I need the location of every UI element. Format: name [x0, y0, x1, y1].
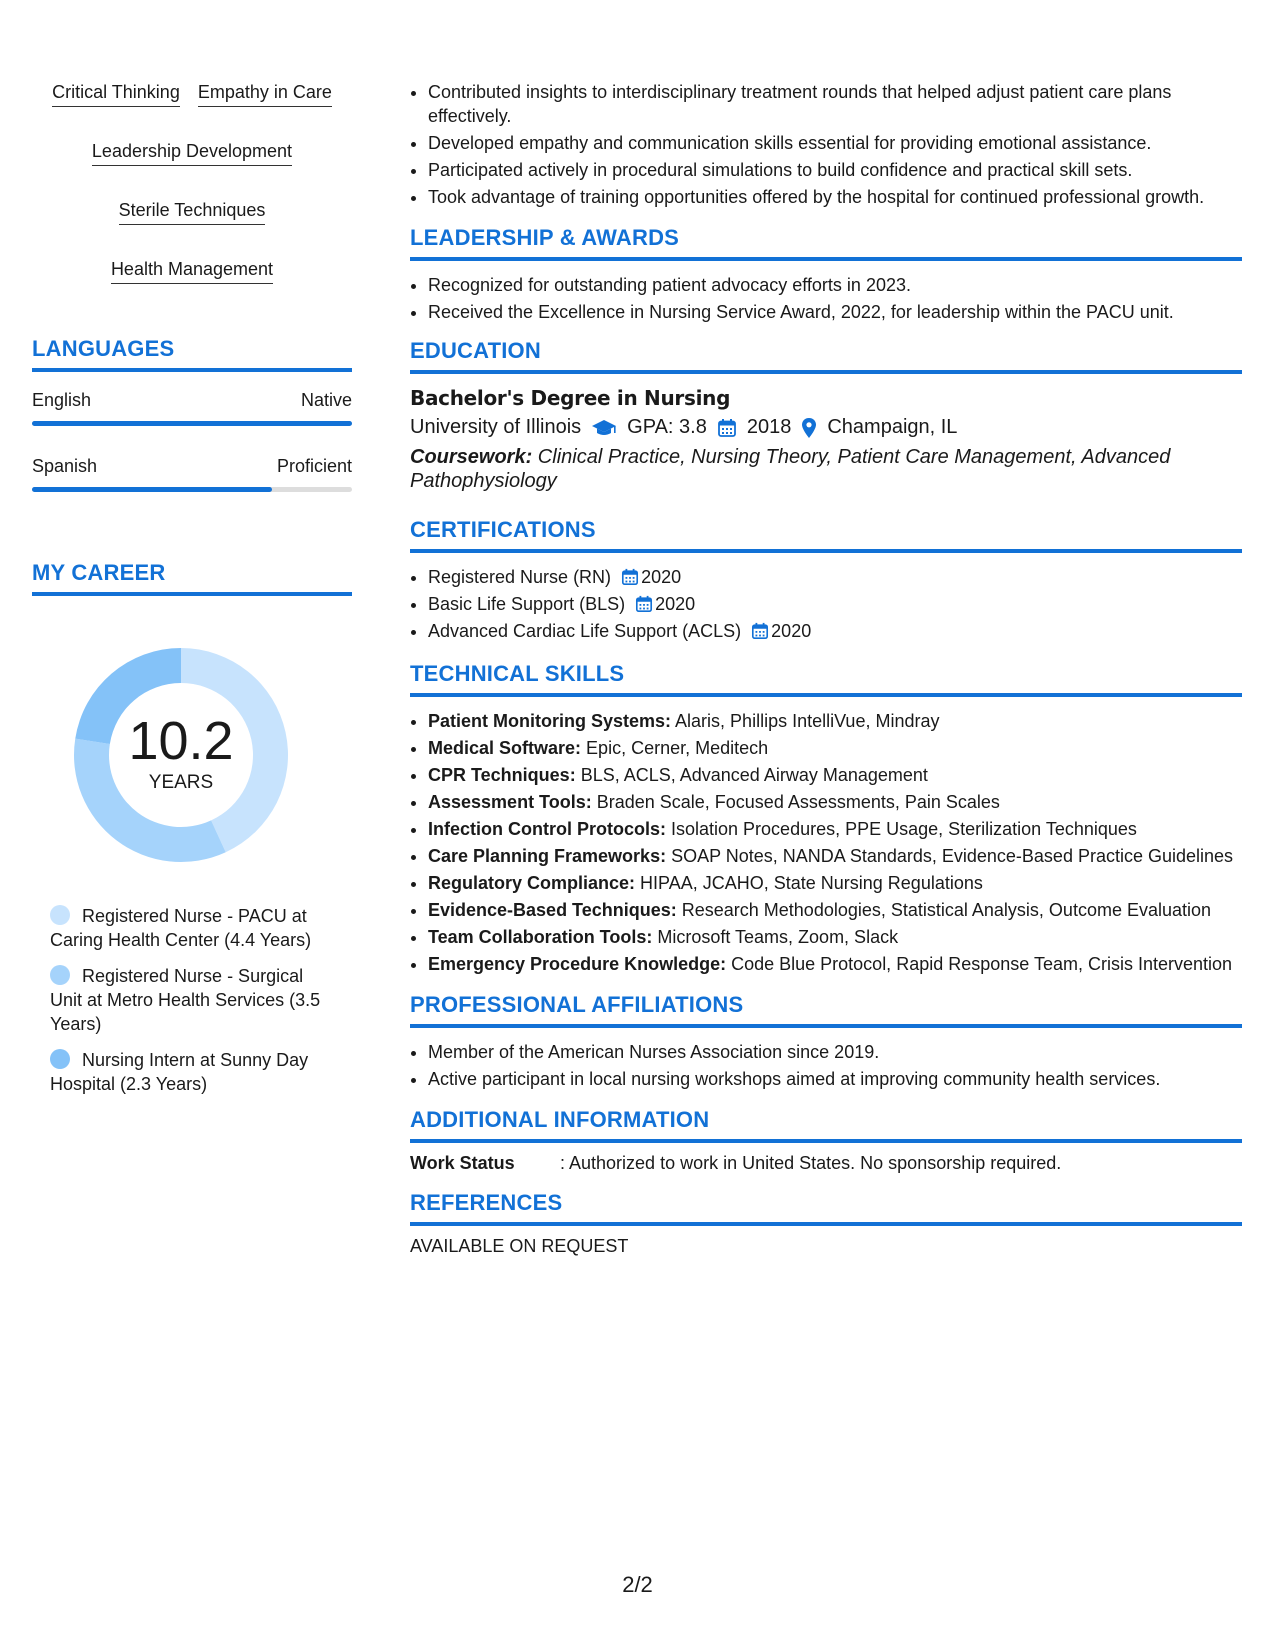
language-level: Native	[300, 390, 352, 410]
certifications-section	[410, 517, 1242, 643]
skill-tag: Leadership Development	[92, 139, 292, 166]
skill-value: BLS, ACLS, Advanced Airway Management	[575, 765, 928, 785]
skill-key: Assessment Tools:	[428, 792, 592, 812]
coursework	[410, 445, 1242, 493]
skill-value: Alaris, Phillips IntelliVue, Mindray	[671, 711, 940, 731]
legend-dot	[50, 965, 70, 985]
coursework-list: Clinical Practice, Nursing Theory, Patient Care Management, Advanced Pathophysiology	[410, 446, 1171, 492]
language-proficiency-fill	[32, 421, 352, 426]
certification-item	[428, 619, 1242, 643]
list-item: • Contributed insights to interdisciplinary treatment rounds that helped adjust patient care plans effectively.	[428, 80, 1242, 128]
education-details	[410, 416, 1242, 439]
affiliations-section	[410, 992, 1242, 1091]
list-item	[428, 952, 1242, 976]
section-title: TECHNICAL SKILLS	[410, 661, 1242, 697]
page-number: 2/2	[622, 1572, 653, 1597]
list-item	[428, 925, 1242, 949]
left-column	[32, 80, 352, 1108]
awards-section	[410, 225, 1242, 324]
skill-tag: Critical Thinking	[52, 80, 180, 107]
additional-info-section	[410, 1107, 1242, 1174]
language-item	[32, 390, 352, 426]
section-title: LANGUAGES	[32, 336, 352, 372]
list-item: • Active participant in local nursing workshops aimed at improving community health services.	[428, 1067, 1242, 1091]
section-title: PROFESSIONAL AFFILIATIONS	[410, 992, 1242, 1028]
skill-key: Infection Control Protocols:	[428, 819, 666, 839]
skill-value: Microsoft Teams, Zoom, Slack	[652, 927, 899, 947]
calendar-icon	[621, 568, 639, 586]
skill-value: Braden Scale, Focused Assessments, Pain Scales	[591, 792, 1000, 812]
list-item: • Member of the American Nurses Association since 2019.	[428, 1040, 1242, 1064]
section-title: ADDITIONAL INFORMATION	[410, 1107, 1242, 1143]
skills-tags	[32, 80, 352, 284]
skill-value: HIPAA, JCAHO, State Nursing Regulations	[635, 873, 983, 893]
language-proficiency-fill	[32, 487, 272, 492]
skill-value: SOAP Notes, NANDA Standards, Evidence-Based Practice Guidelines	[666, 846, 1234, 866]
skill-tag: Sterile Techniques	[119, 198, 266, 225]
certification-year: 2020	[641, 567, 682, 587]
skill-key: Emergency Procedure Knowledge:	[428, 954, 727, 974]
list-item	[428, 709, 1242, 733]
legend-label: Registered Nurse - PACU at Caring Health Center (4.4 Years)	[50, 906, 312, 950]
technical-skills-section	[410, 661, 1242, 976]
list-item: • Received the Excellence in Nursing Service Award, 2022, for leadership within the PACU unit.	[428, 300, 1242, 324]
info-key: Work Status	[410, 1153, 515, 1173]
skill-key: Care Planning Frameworks:	[428, 846, 667, 866]
language-item	[32, 456, 352, 492]
list-item	[428, 790, 1242, 814]
coursework-label: Coursework:	[410, 446, 533, 468]
language-level: Proficient	[276, 456, 352, 476]
experience-bullets	[410, 80, 1242, 209]
graduation-cap-icon	[591, 418, 617, 438]
calendar-icon	[751, 622, 769, 640]
list-item	[428, 898, 1242, 922]
degree-title: Bachelor's Degree in Nursing	[410, 386, 731, 410]
languages-section	[32, 336, 352, 492]
education-section	[410, 338, 1242, 493]
skill-value: Research Methodologies, Statistical Analysis, Outcome Evaluation	[676, 900, 1212, 920]
section-title: REFERENCES	[410, 1190, 1242, 1226]
school-location: Champaign, IL	[827, 416, 958, 438]
language-proficiency-bar	[32, 421, 352, 426]
school-name: University of Illinois	[410, 416, 582, 438]
section-title: CERTIFICATIONS	[410, 517, 1242, 553]
legend-item	[50, 1048, 340, 1096]
info-row	[410, 1153, 1242, 1174]
skill-key: Team Collaboration Tools:	[428, 927, 653, 947]
certification-name: Registered Nurse (RN)	[428, 567, 612, 587]
career-legend	[32, 904, 340, 1096]
language-name: English	[32, 390, 92, 410]
legend-label: Nursing Intern at Sunny Day Hospital (2.3 Years)	[50, 1050, 309, 1094]
certification-year: 2020	[771, 621, 812, 641]
certification-name: Advanced Cardiac Life Support (ACLS)	[428, 621, 742, 641]
skill-key: Patient Monitoring Systems:	[428, 711, 672, 731]
calendar-icon	[717, 418, 737, 438]
list-item: • Participated actively in procedural simulations to build confidence and practical skill sets.	[428, 158, 1242, 182]
language-name: Spanish	[32, 456, 98, 476]
skill-value: Isolation Procedures, PPE Usage, Sterilization Techniques	[666, 819, 1137, 839]
list-item	[428, 844, 1242, 868]
legend-item	[50, 964, 340, 1036]
certification-year: 2020	[655, 594, 696, 614]
legend-item	[50, 904, 340, 952]
career-donut-chart	[66, 640, 296, 870]
section-title: MY CAREER	[32, 560, 352, 596]
skill-tag: Empathy in Care	[198, 80, 332, 107]
list-item	[428, 871, 1242, 895]
career-section	[32, 560, 352, 1096]
gpa-value: GPA: 3.8	[627, 416, 707, 438]
references-section	[410, 1190, 1242, 1257]
legend-label: Registered Nurse - Surgical Unit at Metro Health Services (3.5 Years)	[50, 966, 321, 1034]
language-proficiency-bar	[32, 487, 352, 492]
info-value: : Authorized to work in United States. No sponsorship required.	[560, 1153, 1062, 1173]
skill-value: Epic, Cerner, Meditech	[581, 738, 769, 758]
skill-key: Medical Software:	[428, 738, 582, 758]
career-years-label: YEARS	[148, 772, 214, 793]
list-item	[428, 817, 1242, 841]
legend-dot	[50, 905, 70, 925]
skill-key: Regulatory Compliance:	[428, 873, 636, 893]
skill-key: Evidence-Based Techniques:	[428, 900, 677, 920]
list-item	[428, 763, 1242, 787]
list-item: • Developed empathy and communication skills essential for providing emotional assistance.	[428, 131, 1242, 155]
skill-key: CPR Techniques:	[428, 765, 576, 785]
graduation-year: 2018	[746, 416, 792, 438]
section-title: EDUCATION	[410, 338, 1242, 374]
location-pin-icon	[801, 417, 817, 439]
career-total-years: 10.2	[128, 711, 234, 771]
legend-dot	[50, 1049, 70, 1069]
list-item: • Recognized for outstanding patient advocacy efforts in 2023.	[428, 273, 1242, 297]
right-column	[410, 80, 1242, 1257]
references-text: AVAILABLE ON REQUEST	[410, 1236, 629, 1256]
list-item: • Took advantage of training opportunities offered by the hospital for continued professional growth.	[428, 185, 1242, 209]
calendar-icon	[635, 595, 653, 613]
certification-name: Basic Life Support (BLS)	[428, 594, 626, 614]
certification-item	[428, 592, 1242, 616]
section-title: LEADERSHIP & AWARDS	[410, 225, 1242, 261]
certification-item	[428, 565, 1242, 589]
skill-value: Code Blue Protocol, Rapid Response Team, Crisis Intervention	[726, 954, 1233, 974]
list-item	[428, 736, 1242, 760]
skill-tag: Health Management	[111, 257, 273, 284]
